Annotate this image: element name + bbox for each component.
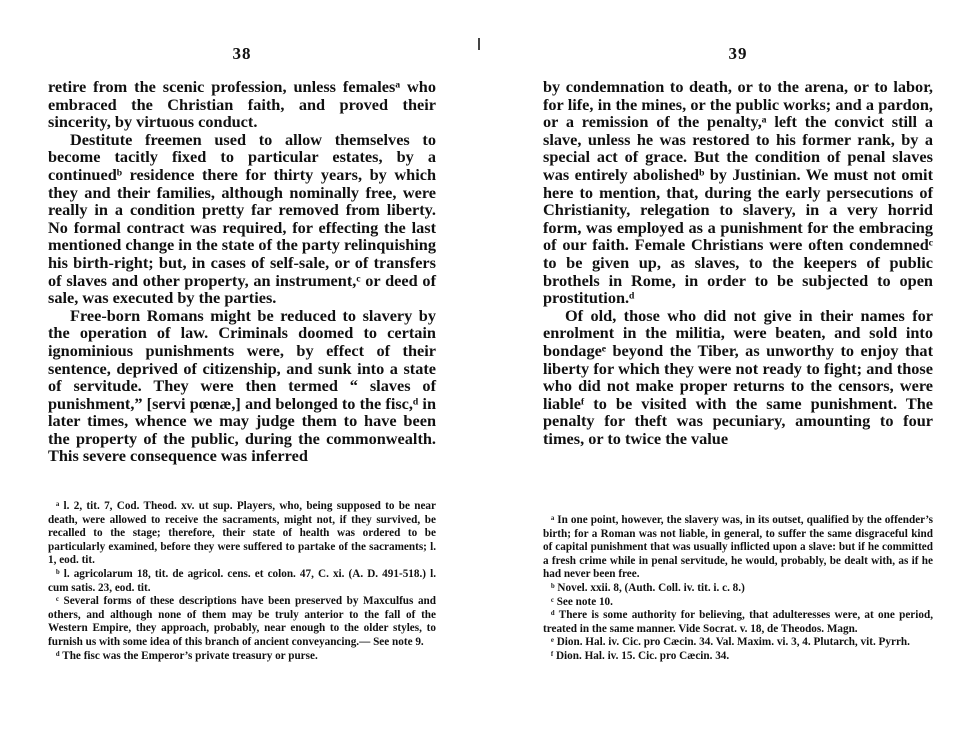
body-paragraph: Of old, those who did not give in their names for enrolment in the militia, were beaten, and sold into bondageᵉ beyond the Tiber, as unworthy to enjoy that liberty for which they were not ready to fight; and those who did not make proper returns to the censors, were liableᶠ to be visited with the same punishment. The penalty for theft was pecuniary, amounting to four times, or to twice the value [543, 305, 933, 448]
footnotes [48, 500, 436, 663]
page-body [48, 78, 436, 465]
footnote: ᵈ There is some authority for believing, that adulteresses were, at one period, treated in the same manner. Vide Socrat. v. 18, de Theodos. Magn. [543, 609, 933, 635]
footnote: ᵃ l. 2, tit. 7, Cod. Theod. xv. ut sup. Players, who, being supposed to be near death, were allowed to receive the sacraments, might not, if they survived, be recalled to the stage; therefore, their state of health was ordered to be particularly examined, before they were suffered to partake of the sacraments; l. 1, eod. tit. [48, 500, 436, 567]
footnotes [543, 514, 933, 664]
page-number: 39 [728, 44, 748, 63]
footnote: ᶜ Several forms of these descriptions have been preserved by Maxculfus and others, and although none of them may be truly anterior to the fall of the Western Empire, they approach, probably, near enough to the older styles, to furnish us with some idea of this branch of ancient conveyancing.— See note 9. [48, 595, 436, 648]
body-paragraph: Free-born Romans might be reduced to slavery by the operation of law. Criminals doomed to certain ignominious punishments were, by effect of their sentence, deprived of citizenship, and sunk into a state of servitude. They were then termed “ slaves of punishment,” [servi pœnæ,] and belonged to the fisc,ᵈ in later times, whence we may judge them to have been the property of the public, during the commonwealth. This severe consequence was inferred [48, 305, 436, 466]
footnote: ᶠ Dion. Hal. iv. 15. Cic. pro Cæcin. 34. [551, 649, 730, 662]
footnote: ᵇ Novel. xxii. 8, (Auth. Coll. iv. tit. i. c. 8.) [551, 581, 745, 594]
body-paragraph: by condemnation to death, or to the arena, or to labor, for life, in the mines, or the public works; and a pardon, or a remission of the penalty,ᵃ left the convict still a slave, unless he was restored to his former rank, by a special act of grace. But the condition of penal slaves was entirely abolishedᵇ by Justinian. We must not omit here to mention, that, during the early persecutions of Christianity, relegation to slavery, in a very horrid form, was employed as a punishment for the embracing of our faith. Female Christians were often condemnedᶜ to be given up, as slaves, to the keepers of public brothels in Rome, in order to be subjected to open prostitution.ᵈ [543, 77, 933, 308]
footnote: ᵈ The fisc was the Emperor’s private treasury or purse. [56, 649, 318, 662]
footnote: ᵉ Dion. Hal. iv. Cic. pro Cæcin. 34. Val. Maxim. vi. 3, 4. Plutarch, vit. Pyrrh. [551, 636, 910, 649]
footnote: ᵃ In one point, however, the slavery was, in its outset, qualified by the offender’s birth; for a Roman was not liable, in general, to suffer the same disgraceful kind of capital punishment that was usually inflicted upon a slave: but if he committed a fresh crime while in penal servitude, he would, probably, be dealt with, as if he had never been free. [543, 514, 933, 581]
right-page [543, 0, 933, 751]
left-page [48, 0, 436, 751]
body-paragraph: retire from the scenic profession, unless femalesᵃ who embraced the Christian faith, and proved their sincerity, by virtuous conduct. [48, 77, 436, 132]
footnote: ᵇ l. agricolarum 18, tit. de agricol. cens. et colon. 47, C. xi. (A. D. 491-518.) l. cum satis. 23, eod. tit. [48, 567, 436, 594]
footnote: ᶜ See note 10. [551, 595, 613, 608]
body-paragraph: Destitute freemen used to allow themselves to become tacitly fixed to particular estates, by a continuedᵇ residence there for thirty years, by which they and their families, although nominally free, were really in a condition pretty far removed from liberty. No formal contract was required, for effecting the last mentioned change in the state of the party relinquishing his birth-right; but, in cases of self-sale, or of transfers of slaves and other property, an instrument,ᶜ or deed of sale, was executed by the parties. [48, 129, 436, 308]
page-body [543, 78, 933, 447]
gutter-mark [478, 38, 480, 50]
page-number: 38 [232, 44, 252, 63]
